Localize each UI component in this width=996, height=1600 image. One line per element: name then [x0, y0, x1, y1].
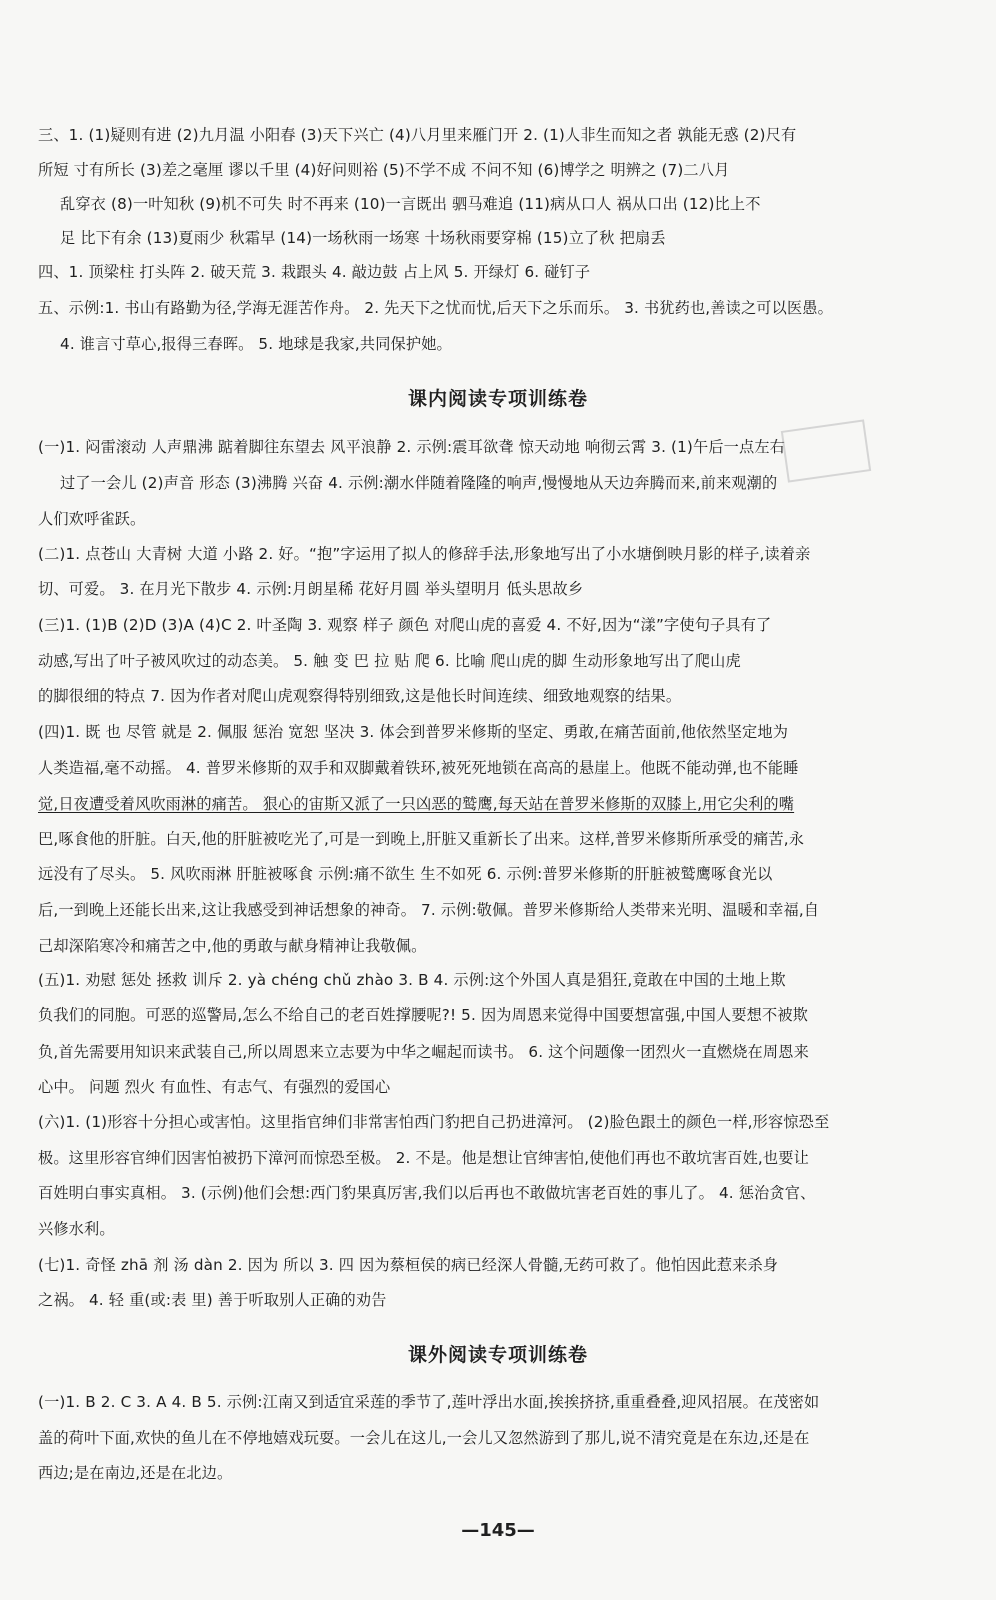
text-line: (三)1. (1)B (2)D (3)A (4)C 2. 叶圣陶 3. 观察 样子 颜色 对爬山虎的喜爱 4. 不好,因为“漾”字使句子具有了: [38, 616, 772, 634]
text-line: 之祸。 4. 轻 重(或:表 里) 善于听取别人正确的劝告: [38, 1291, 387, 1309]
text-line: 四、1. 顶梁柱 打头阵 2. 破天荒 3. 栽跟头 4. 敲边鼓 占上风 5. 开绿灯 6. 碰钉子: [38, 263, 591, 281]
text-line: 足 比下有余 (13)夏雨少 秋霜早 (14)一场秋雨一场寒 十场秋雨要穿棉 (15)立了秋 把扇丢: [60, 229, 666, 247]
text-line: 盖的荷叶下面,欢快的鱼儿在不停地嬉戏玩耍。一会儿在这儿,一会儿又忽然游到了那儿,说不清究竟是在东边,还是在: [38, 1429, 810, 1447]
text-line: 西边;是在南边,还是在北边。: [38, 1464, 233, 1482]
text-line: (六)1. (1)形容十分担心或害怕。这里指官绅们非常害怕西门豹把自己扔进漳河。 (2)脸色跟土的颜色一样,形容惊恐至: [38, 1113, 830, 1131]
text-line: 百姓明白事实真相。 3. (示例)他们会想:西门豹果真厉害,我们以后再也不敢做坑害老百姓的事儿了。 4. 惩治贪官、: [38, 1184, 816, 1202]
text-line: 极。这里形容官绅们因害怕被扔下漳河而惊恐至极。 2. 不是。他是想让官绅害怕,使他们再也不敢坑害百姓,也要让: [38, 1149, 809, 1167]
text-line: (七)1. 奇怪 zhā 剂 汤 dàn 2. 因为 所以 3. 四 因为蔡桓侯的病已经深人骨髓,无药可救了。他怕因此惹来杀身: [38, 1256, 779, 1274]
text-line: (四)1. 既 也 尽管 就是 2. 佩服 惩治 宽恕 坚决 3. 体会到普罗米修斯的坚定、勇敢,在痛苦面前,他依然坚定地为: [38, 723, 789, 741]
section-title-extra: 课外阅读专项训练卷: [407, 1344, 588, 1366]
text-line: 人类造福,毫不动摇。 4. 普罗米修斯的双手和双脚戴着铁环,被死死地锁在高高的悬崖上。他既不能动弹,也不能睡: [38, 759, 799, 777]
text-line: 己却深陷寒冷和痛苦之中,他的勇敢与献身精神让我敬佩。: [38, 937, 427, 955]
text-line: (五)1. 劝慰 惩处 拯救 训斥 2. yà chéng chǔ zhào 3. B 4. 示例:这个外国人真是猖狂,竟敢在中国的土地上欺: [38, 971, 786, 989]
text-line: 切、可爱。 3. 在月光下散步 4. 示例:月朗星稀 花好月圆 举头望明月 低头思故乡: [38, 580, 584, 598]
text-line: 巴,啄食他的肝脏。白天,他的肝脏被吃光了,可是一到晚上,肝脏又重新长了出来。这样,普罗米修斯所承受的痛苦,永: [38, 830, 805, 848]
section-title-in-class: 课内阅读专项训练卷: [407, 388, 588, 410]
text-line: 负我们的同胞。可恶的巡警局,怎么不给自己的老百姓撑腰呢?! 5. 因为周恩来觉得中国要想富强,中国人要想不被欺: [38, 1006, 809, 1024]
text-line: 乱穿衣 (8)一叶知秋 (9)机不可失 时不再来 (10)一言既出 驷马难追 (11)病从口人 祸从口出 (12)比上不: [60, 195, 761, 213]
text-line: 的脚很细的特点 7. 因为作者对爬山虎观察得特别细致,这是他长时间连续、细致地观察的结果。: [38, 687, 682, 705]
text-line: 动感,写出了叶子被风吹过的动态美。 5. 触 变 巴 拉 贴 爬 6. 比喻 爬山虎的脚 生动形象地写出了爬山虎: [38, 652, 741, 670]
text-line: (一)1. 闷雷滚动 人声鼎沸 踮着脚往东望去 风平浪静 2. 示例:震耳欲聋 惊天动地 响彻云霄 3. (1)午后一点左右: [38, 438, 786, 456]
text-line: (一)1. B 2. C 3. A 4. B 5. 示例:江南又到适宜采莲的季节了,莲叶浮出水面,挨挨挤挤,重重叠叠,迎风招展。在茂密如: [38, 1393, 820, 1411]
text-line: 所短 寸有所长 (3)差之毫厘 谬以千里 (4)好问则裕 (5)不学不成 不问不知 (6)博学之 明辨之 (7)二八月: [38, 161, 730, 179]
text-line: 人们欢呼雀跃。: [38, 510, 146, 528]
text-line: 三、1. (1)疑则有进 (2)九月温 小阳春 (3)天下兴亡 (4)八月里来雁门开 2. (1)人非生而知之者 孰能无惑 (2)尺有: [38, 126, 797, 144]
text-line: 五、示例:1. 书山有路勤为径,学海无涯苦作舟。 2. 先天下之忧而忧,后天下之乐而乐。 3. 书犹药也,善读之可以医愚。: [38, 299, 833, 317]
text-line: 觉,日夜遭受着风吹雨淋的痛苦。 狠心的宙斯又派了一只凶恶的鹫鹰,每天站在普罗米修斯的双膝上,用它尖利的嘴: [38, 795, 795, 813]
text-line: 远没有了尽头。 5. 风吹雨淋 肝脏被啄食 示例:痛不欲生 生不如死 6. 示例:普罗米修斯的肝脏被鹫鹰啄食光以: [38, 865, 773, 883]
text-line: 4. 谁言寸草心,报得三春晖。 5. 地球是我家,共同保护她。: [60, 335, 452, 353]
text-line: (二)1. 点苍山 大青树 大道 小路 2. 好。“抱”字运用了拟人的修辞手法,形象地写出了小水塘倒映月影的样子,读着亲: [38, 545, 811, 563]
text-line: 兴修水利。: [38, 1220, 115, 1238]
text-line: 后,一到晚上还能长出来,这让我感受到神话想象的神奇。 7. 示例:敬佩。普罗米修斯给人类带来光明、温暖和幸福,自: [38, 901, 820, 919]
text-line: 负,首先需要用知识来武装自己,所以周恩来立志要为中华之崛起而读书。 6. 这个问题像一团烈火一直燃烧在周恩来: [38, 1043, 809, 1061]
page-number: —145—: [461, 1520, 535, 1541]
text-line: 心中。 问题 烈火 有血性、有志气、有强烈的爱国心: [38, 1078, 391, 1096]
text-line: 过了一会儿 (2)声音 形态 (3)沸腾 兴奋 4. 示例:潮水伴随着隆隆的响声,慢慢地从天边奔腾而来,前来观潮的: [60, 474, 778, 492]
